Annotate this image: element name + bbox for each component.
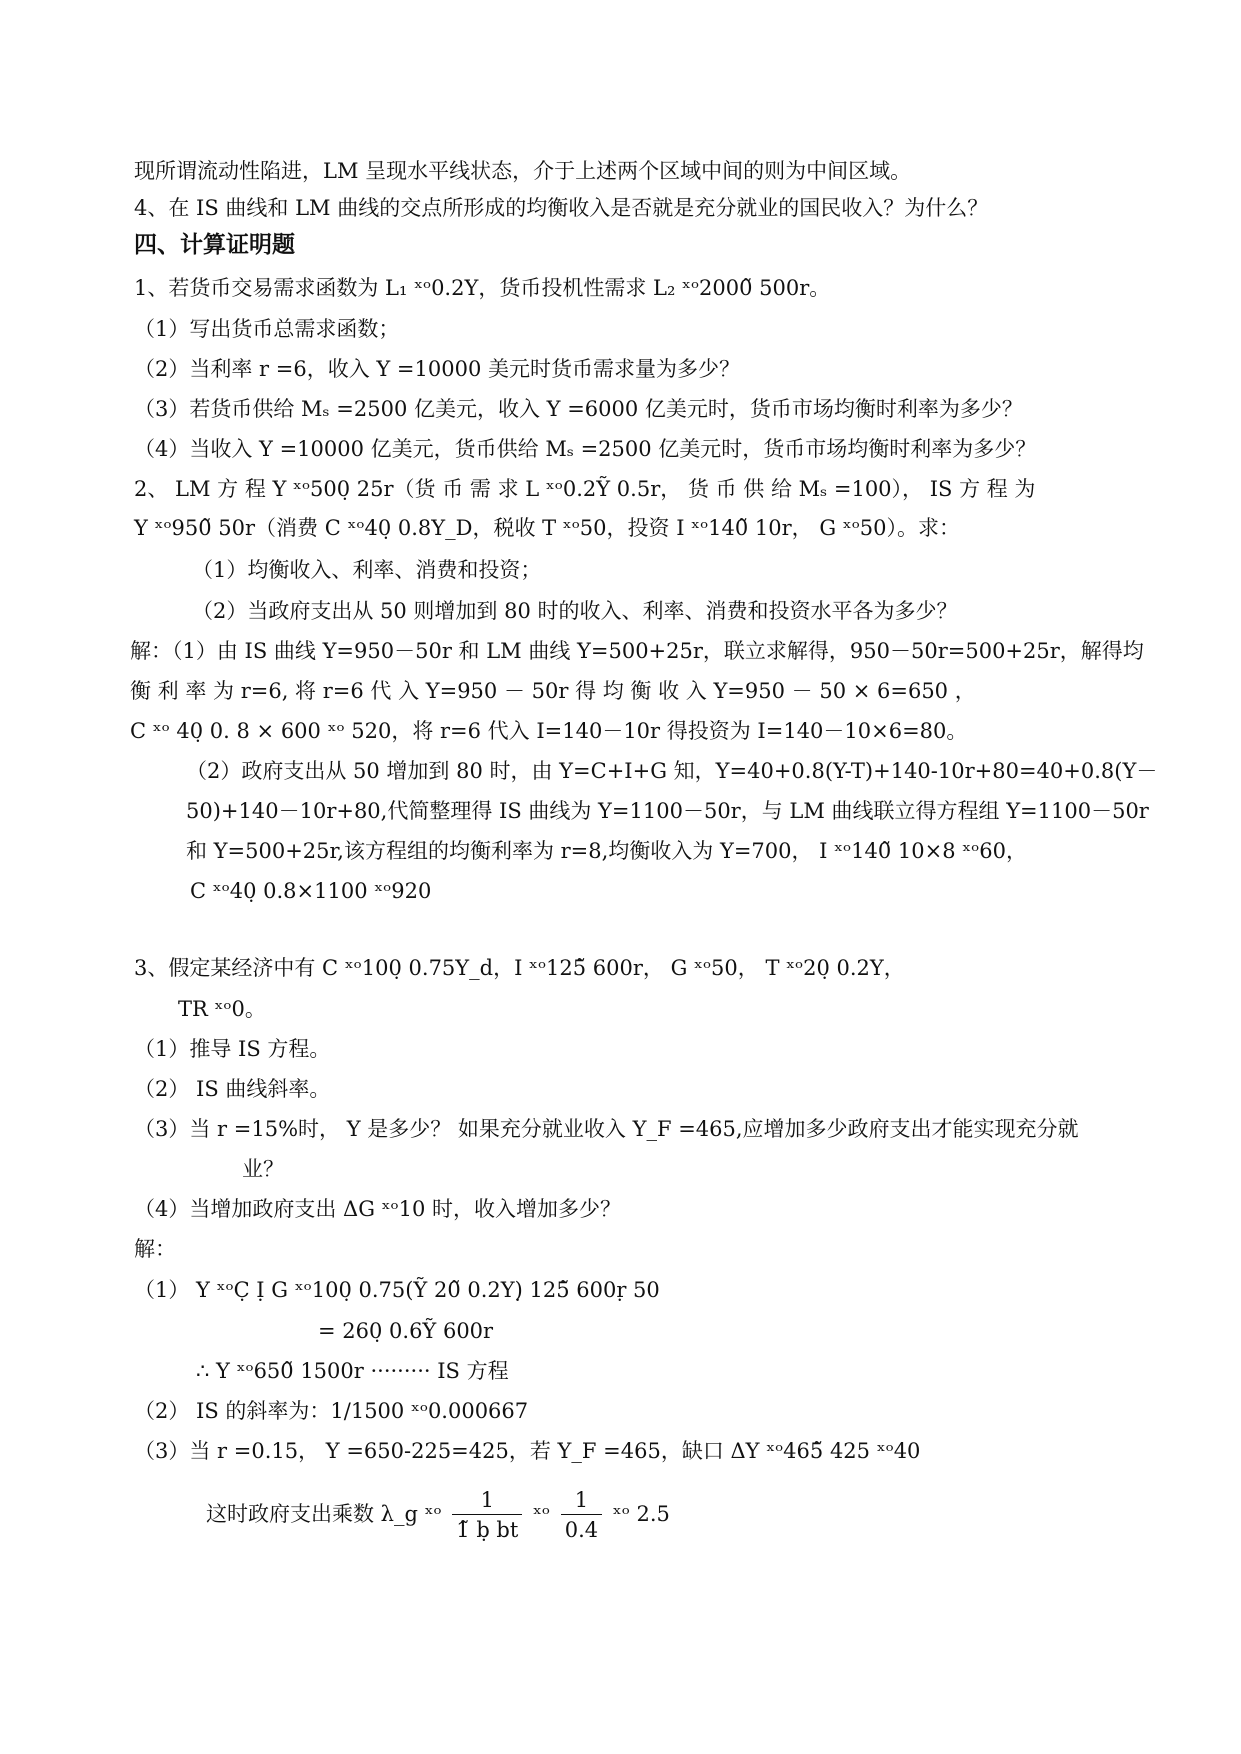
solution-3-multiplier	[206, 1484, 670, 1545]
problem-2-q1: （1）均衡收入、利率、消费和投资；	[192, 558, 542, 582]
section-heading: 四、计算证明题	[134, 232, 295, 258]
solution-3-eq-2: = 260̣ 0.6Ỹ 600r	[318, 1319, 494, 1343]
solution-3-eq-1: （1） Y ˣᵒC̣ Ị G ˣᵒ100̣ 0.75(Ỹ 20̃ 0.2Y)̣ 125̃ 600ṛ 50	[134, 1278, 660, 1302]
problem-3-q2: （2） IS 曲线斜率。	[134, 1077, 331, 1101]
problem-1-statement: 1、若货币交易需求函数为 L₁ ˣᵒ0.2Y，货币投机性需求 L₂ ˣᵒ2000̃ 500r。	[134, 276, 831, 300]
solution-3-eq-3: ∴ Y ˣᵒ650̃ 1500r ········· IS 方程	[196, 1359, 509, 1383]
solution-2-line-1: 解：（1）由 IS 曲线 Y=950－50r 和 LM 曲线 Y=500+25r，联立求解得，950－50r=500+25r，解得均	[130, 639, 1144, 663]
solution-2-line-3: C ˣᵒ 40̣ 0. 8 × 600 ˣᵒ 520，将 r=6 代入 I=140－10r 得投资为 I=140－10×6=80。	[130, 719, 968, 743]
problem-1-q1: （1）写出货币总需求函数；	[134, 317, 400, 341]
solution-2-line-4: （2）政府支出从 50 增加到 80 时，由 Y=C+I+G 知，Y=40+0.8(Y-T)+140-10r+80=40+0.8(Y－	[186, 759, 1158, 783]
solution-3-slope: （2） IS 的斜率为：1/1500 ˣᵒ0.000667	[134, 1399, 529, 1423]
fraction-general	[452, 1486, 522, 1545]
solution-3-label: 解：	[134, 1237, 176, 1261]
problem-3-q3-cont: 业？	[242, 1157, 284, 1181]
equals-glyph: ˣᵒ	[533, 1502, 551, 1526]
problem-1-q4: （4）当收入 Y =10000 亿美元，货币供给 Mₛ =2500 亿美元时，货币市场均衡时利率为多少？	[134, 437, 1037, 461]
multiplier-value: 2.5	[636, 1502, 670, 1526]
fraction-general-denominator: 1̃ ḅ bt	[456, 1518, 519, 1542]
problem-1-q3: （3）若货币供给 Mₛ =2500 亿美元，收入 Y =6000 亿美元时，货币市场均衡时利率为多少？	[134, 397, 1023, 421]
text-line-1: 现所谓流动性陷进，LM 呈现水平线状态，介于上述两个区域中间的则为中间区域。	[134, 159, 912, 183]
fraction-general-numerator: 1	[452, 1486, 522, 1515]
fraction-numeric	[561, 1486, 602, 1545]
solution-3-gap: （3）当 r =0.15， Y =650-225=425，若 Y_F =465，缺口 ΔY ˣᵒ465̃ 425 ˣᵒ40	[134, 1439, 921, 1463]
solution-2-line-5: 50)+140－10r+80,代简整理得 IS 曲线为 Y=1100－50r，与 LM 曲线联立得方程组 Y=1100－50r	[186, 799, 1149, 823]
multiplier-label: 这时政府支出乘数 λ_g ˣᵒ	[206, 1502, 442, 1526]
problem-2-statement-b: Y ˣᵒ950̃ 50r（消费 C ˣᵒ40̣ 0.8Y_D，税收 T ˣᵒ50，投资 I ˣᵒ140̃ 10r， G ˣᵒ50）。求：	[134, 516, 961, 540]
problem-3-q1: （1）推导 IS 方程。	[134, 1037, 331, 1061]
problem-3-q3: （3）当 r =15%时， Y 是多少？ 如果充分就业收入 Y_F =465,应增加多少政府支出才能实现充分就	[134, 1117, 1079, 1141]
solution-2-line-6: 和 Y=500+25r,该方程组的均衡利率为 r=8,均衡收入为 Y=700， I ˣᵒ140̃ 10×8 ˣᵒ60，	[186, 839, 1027, 863]
problem-1-q2: （2）当利率 r =6，收入 Y =10000 美元时货币需求量为多少？	[134, 357, 740, 381]
equals-glyph-2: ˣᵒ	[612, 1502, 630, 1526]
text-line-2: 4、在 IS 曲线和 LM 曲线的交点所形成的均衡收入是否就是充分就业的国民收入？为什么？	[134, 196, 989, 220]
problem-3-q4: （4）当增加政府支出 ΔG ˣᵒ10 时，收入增加多少？	[134, 1197, 622, 1221]
problem-3-statement-a: 3、假定某经济中有 C ˣᵒ100̣ 0.75Y_d，I ˣᵒ125̃ 600r， G ˣᵒ50， T ˣᵒ20̣ 0.2Y，	[134, 956, 905, 980]
problem-2-q2: （2）当政府支出从 50 则增加到 80 时的收入、利率、消费和投资水平各为多少？	[192, 599, 958, 623]
fraction-numeric-denominator: 0.4	[564, 1518, 599, 1542]
problem-2-statement-a: 2、 LM 方 程 Y ˣᵒ500̣ 25r（货 币 需 求 L ˣᵒ0.2Ỹ 0.5r， 货 币 供 给 Mₛ =100）， IS 方 程 为	[134, 477, 1036, 501]
solution-2-line-2: 衡 利 率 为 r=6, 将 r=6 代 入 Y=950 － 50r 得 均 衡 收 入 Y=950 － 50 × 6=650 ，	[130, 679, 976, 703]
solution-2-line-7: C ˣᵒ40̣ 0.8×1100 ˣᵒ920	[190, 879, 432, 903]
fraction-numeric-numerator: 1	[561, 1486, 602, 1515]
problem-3-statement-b: TR ˣᵒ0。	[178, 997, 266, 1021]
